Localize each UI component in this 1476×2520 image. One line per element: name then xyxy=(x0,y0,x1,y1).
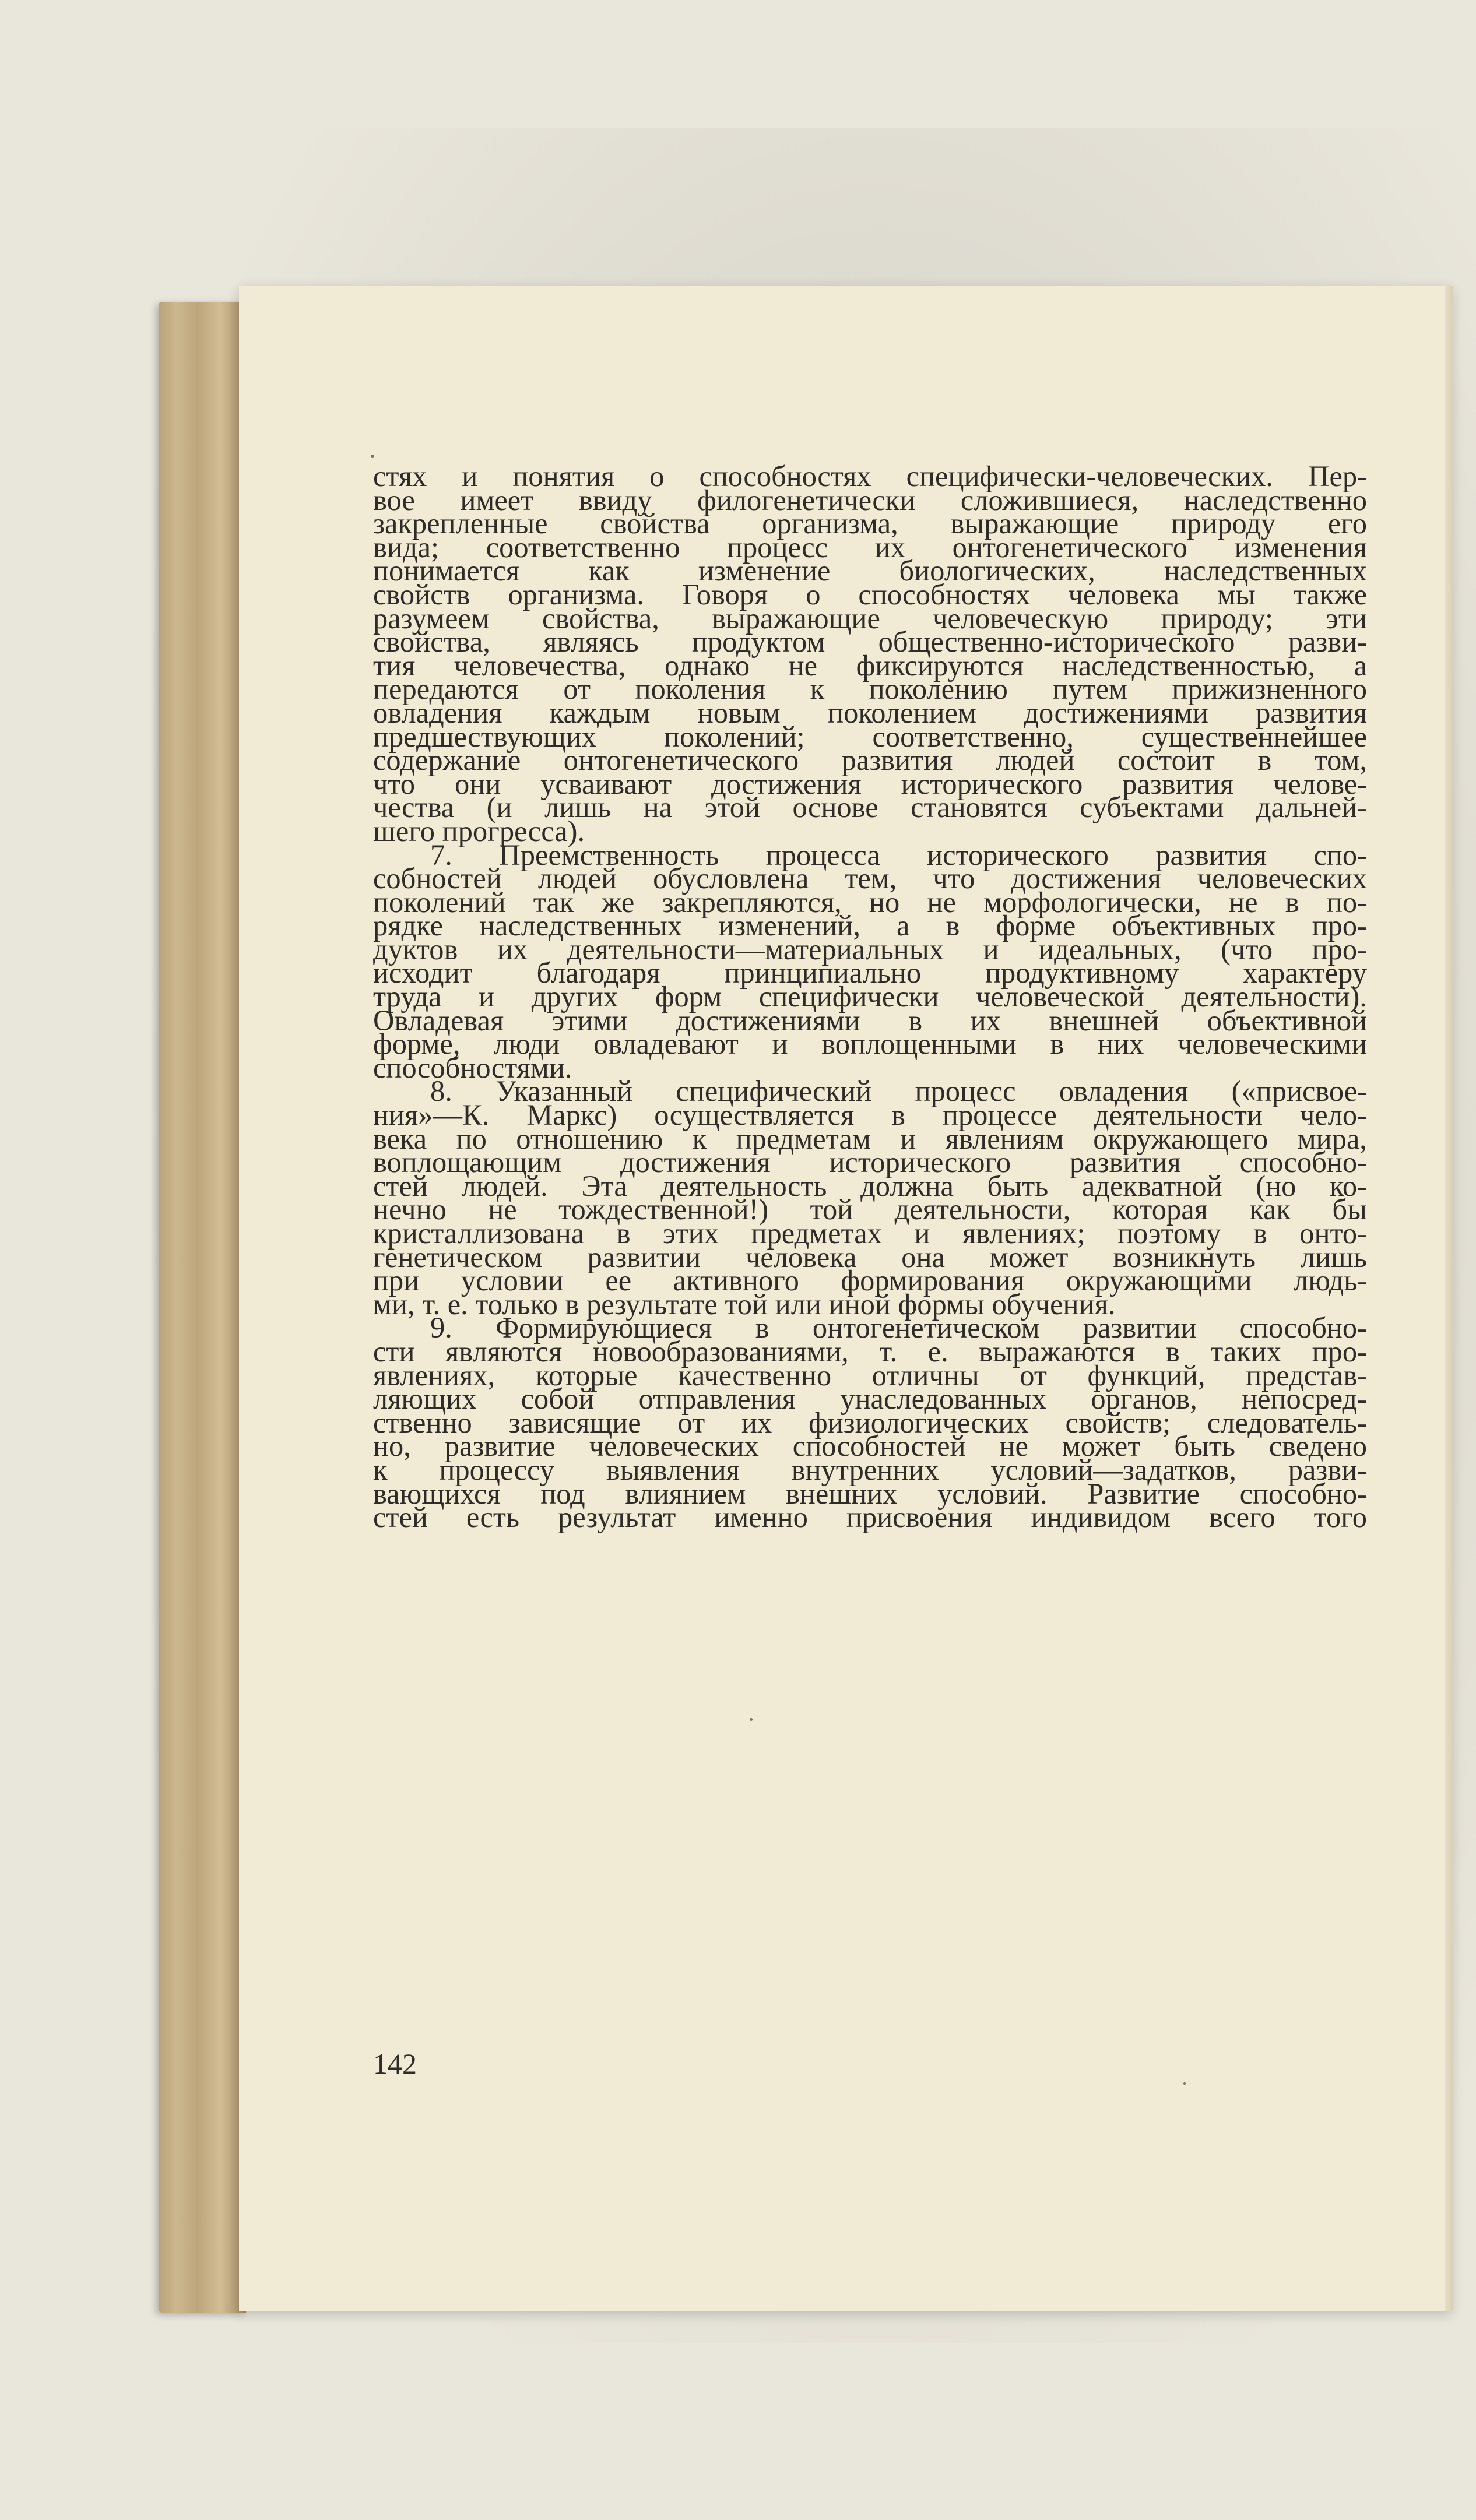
text-line: вида; соответственно процесс их онтогенетического изменения xyxy=(373,530,1367,564)
text-line: стей людей. Эта деятельность должна быть адекватной (но ко- xyxy=(373,1169,1367,1202)
text-line: содержание онтогенетического развития людей состоит в том, xyxy=(373,744,1367,777)
text-line: стей есть результат именно присвоения индивидом всего того xyxy=(373,1501,1367,1534)
book-page-edges xyxy=(159,302,246,2313)
text-line: вое имеет ввиду филогенетически сложившиеся, наследственно xyxy=(373,483,1367,516)
text-line: шего прогресса). xyxy=(373,814,585,847)
page-text xyxy=(373,460,1367,1534)
paper-speck xyxy=(750,1718,753,1721)
paper-speck xyxy=(371,455,374,458)
text-line: труда и других форм специфически человеческой деятельности). xyxy=(373,980,1367,1013)
text-line: овладения каждым новым поколением достижениями развития xyxy=(373,696,1367,729)
paragraph-8-start: 8. Указанный специфический процесс овладения («присвое- xyxy=(430,1075,1367,1108)
text-line: закрепленные свойства организма, выражающие природу его xyxy=(373,507,1367,540)
text-line: явлениях, которые качественно отличны от функций, представ- xyxy=(373,1358,1367,1392)
text-line: ляющих собой отправления унаследованных органов, непосред- xyxy=(373,1382,1367,1416)
text-line: при условии ее активного формирования окружающими людь- xyxy=(373,1264,1367,1297)
text-line: ственно зависящие от их физиологических свойств; следователь- xyxy=(373,1406,1367,1439)
text-line: поколений так же закрепляются, но не морфологически, не в по- xyxy=(373,885,1367,918)
text-line: понимается как изменение биологических, наследственных xyxy=(373,554,1367,587)
paragraph-9-start: 9. Формирующиеся в онтогенетическом развитии способно- xyxy=(430,1311,1367,1345)
text-line: способностями. xyxy=(373,1051,572,1084)
text-line: форме, люди овладевают и воплощенными в них человеческими xyxy=(373,1027,1367,1061)
text-line: ми, т. е. только в результате той или иной формы обучения. xyxy=(373,1287,1116,1321)
text-line: нечно не тождественной!) той деятельности, которая как бы xyxy=(373,1193,1367,1226)
text-line: разумеем свойства, выражающие человеческую природу; эти xyxy=(373,601,1367,635)
text-line: исходит благодаря принципиально продуктивному характеру xyxy=(373,956,1367,990)
text-line: но, развитие человеческих способностей не может быть сведено xyxy=(373,1430,1367,1463)
text-line: века по отношению к предметам и явлениям окружающего мира, xyxy=(373,1122,1367,1155)
text-line: чества (и лишь на этой основе становятся субъектами дальней- xyxy=(373,791,1367,824)
paper-speck xyxy=(1183,2082,1186,2085)
text-line: вающихся под влиянием внешних условий. Развитие способно- xyxy=(373,1477,1367,1510)
text-line: воплощающим достижения исторического развития способно- xyxy=(373,1146,1367,1179)
text-line: ния»—К. Маркс) осуществляется в процессе деятельности чело- xyxy=(373,1099,1367,1132)
page-gutter xyxy=(1445,286,1453,2311)
text-line: предшествующих поколений; соответственно, существеннейшее xyxy=(373,720,1367,753)
text-line: что они усваивают достижения исторического развития челове- xyxy=(373,767,1367,800)
text-line: передаются от поколения к поколению путем прижизненного xyxy=(373,673,1367,706)
text-line: генетическом развитии человека она может возникнуть лишь xyxy=(373,1240,1367,1273)
text-line: сти являются новообразованиями, т. е. выражаются в таких про- xyxy=(373,1335,1367,1368)
paragraph-7-start: 7. Преемственность процесса исторического развития спо- xyxy=(430,838,1367,871)
text-line: свойств организма. Говоря о способностях человека мы также xyxy=(373,578,1367,611)
text-line: свойства, являясь продуктом общественно-исторического разви- xyxy=(373,625,1367,659)
text-line: дуктов их деятельности—материальных и идеальных, (что про- xyxy=(373,932,1367,966)
text-line: к процессу выявления внутренних условий—задатков, разви- xyxy=(373,1453,1367,1486)
text-line: рядке наследственных изменений, а в форме объективных про- xyxy=(373,909,1367,942)
text-line: кристаллизована в этих предметах и явлениях; поэтому в онто- xyxy=(373,1217,1367,1250)
text-line: собностей людей обусловлена тем, что достижения человеческих xyxy=(373,862,1367,895)
text-line: тия человечества, однако не фиксируются наследственностью, а xyxy=(373,649,1367,682)
page-number: 142 xyxy=(373,2047,417,2080)
text-line: стях и понятия о способностях специфически-человеческих. Пер- xyxy=(373,460,1367,492)
text-line: Овладевая этими достижениями в их внешней объективной xyxy=(373,1004,1367,1037)
